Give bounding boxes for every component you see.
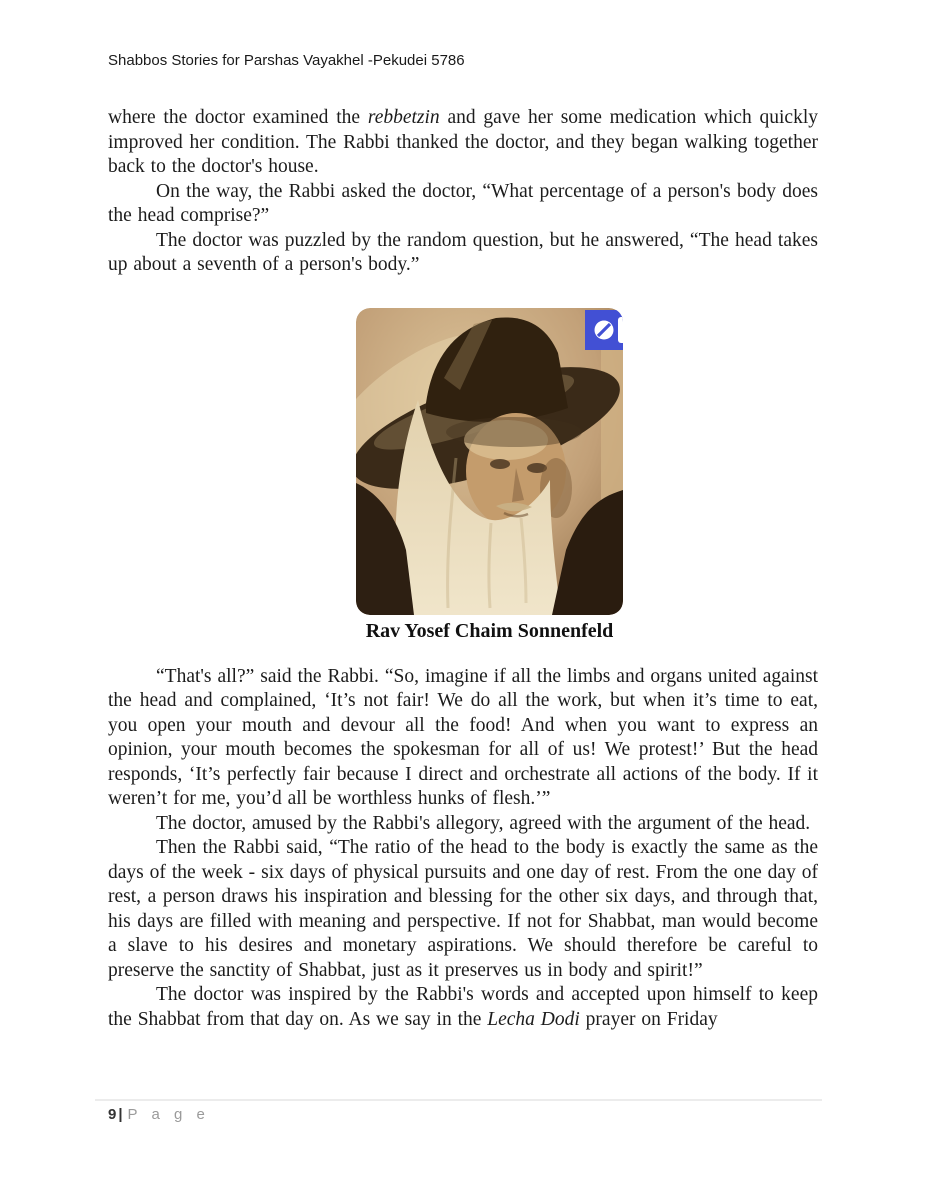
footer-page-label: P a g e bbox=[127, 1106, 210, 1123]
header-title: Shabbos Stories for Parshas Vayakhel -Pekudei 5786 bbox=[108, 52, 465, 69]
footer-page-number: 9 bbox=[108, 1106, 117, 1123]
paragraph bbox=[108, 665, 818, 812]
portrait-figure bbox=[356, 308, 623, 643]
no-entry-icon bbox=[592, 318, 616, 342]
paragraph-text: “That's all?” said the Rabbi. “So, imagine if all the limbs and organs united against the head and complained, ‘It’s not fair! We do all the work, but when it’s time to eat, you open your mouth and devour all the food! And when you want to express an opinion, your mouth becomes the spokesman for all of us! We protest!’ But the head responds, ‘It’s perfectly fair because I direct and orchestrate all actions of the body. If it weren’t for me, you’d all be worthless hunks of flesh.’” bbox=[108, 665, 818, 809]
paragraph bbox=[108, 106, 818, 180]
italic-term: rebbetzin bbox=[367, 107, 440, 128]
portrait-photo bbox=[356, 308, 623, 615]
document-body bbox=[108, 106, 818, 1032]
paragraph-text: prayer on Friday bbox=[579, 1008, 718, 1030]
italic-term: Lecha Dodi bbox=[487, 1008, 580, 1030]
badge-cropped-text bbox=[618, 317, 623, 343]
paragraph bbox=[108, 836, 818, 983]
paragraph-text: where the doctor examined the bbox=[108, 107, 368, 128]
paragraph bbox=[108, 812, 818, 837]
paragraph-text: The doctor was puzzled by the random question, but he answered, “The head takes up about a seventh of a person's body.” bbox=[108, 229, 818, 275]
paragraph bbox=[108, 180, 818, 229]
portrait-illustration bbox=[356, 308, 623, 615]
paragraph-text: On the way, the Rabbi asked the doctor, “What percentage of a person's body does the head comprise?” bbox=[108, 180, 818, 226]
paragraph-text: The doctor, amused by the Rabbi's allegory, agreed with the argument of the head. bbox=[156, 812, 811, 834]
blocked-badge bbox=[585, 310, 623, 350]
paragraph bbox=[108, 229, 818, 278]
page-footer bbox=[108, 1106, 210, 1123]
paragraph-text: The doctor was inspired by the Rabbi's words and accepted upon himself to keep the Shabbat from that day on. As we say in the bbox=[108, 984, 818, 1030]
footer-divider bbox=[95, 1099, 822, 1101]
paragraph-text: Then the Rabbi said, “The ratio of the head to the body is exactly the same as the days of the week - six days of physical pursuits and one day of rest. From the one day of rest, a person draws his inspiration and blessing for the other six days, and through that, his days are filled with meaning and perspective. If not for Shabbat, man would become a slave to his desires and monetary aspirations. We should therefore be careful to preserve the sanctity of Shabbat, just as it preserves us in body and spirit!” bbox=[108, 837, 818, 981]
figure-caption: Rav Yosef Chaim Sonnenfeld bbox=[365, 619, 614, 642]
paragraph bbox=[108, 983, 818, 1032]
footer-separator: | bbox=[118, 1106, 123, 1123]
paragraph-text: and gave her some medication which quickly improved her condition. The Rabbi thanked the doctor, and they began walking together back to the doctor's house. bbox=[108, 107, 818, 177]
